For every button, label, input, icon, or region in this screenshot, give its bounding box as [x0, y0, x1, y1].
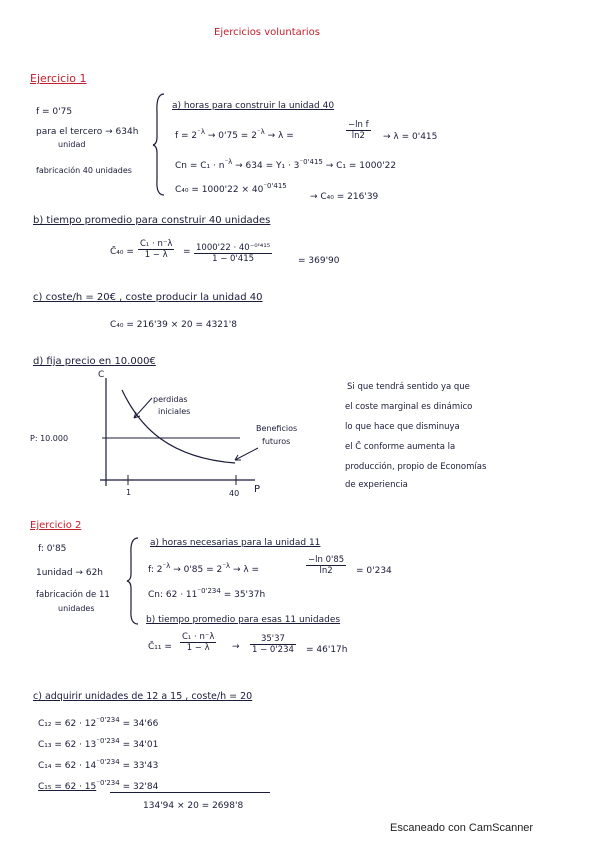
ej1-b-lhs: C̄₄₀ =	[110, 247, 134, 257]
scanner-watermark: Escaneado con CamScanner	[390, 822, 534, 834]
ej1-c-title: c) coste/h = 20€ , coste producir la unidad 40	[33, 292, 263, 303]
ej2-b-arrow: →	[232, 642, 240, 652]
ej1-b-title: b) tiempo promedio para construir 40 unidades	[33, 215, 271, 226]
ej2-given-fab-a: fabricación de 11	[36, 590, 110, 600]
graph-beneficios-1: Beneficios	[256, 424, 298, 433]
ej1-given-primera-a: para el tercero → 634h	[36, 127, 139, 137]
ej1-given-primera-b: unidad	[58, 140, 86, 149]
exercise-1-heading: Ejercicio 1	[30, 72, 87, 85]
ej2-b-lhs: C̄₁₁ =	[148, 642, 172, 652]
ej1-a-line1: $f = 2^{^-\lambda} \to 0'75 = 2^{^-\lambda} \to \lambda$ =	[175, 128, 294, 141]
graph-tick-40: 40	[229, 489, 240, 498]
ej2-c-row: $C_{13} = 62 \cdot 13^{^-0'234} = 34'01$	[38, 737, 159, 750]
perdidas-arrow	[134, 398, 152, 418]
ej1-b-fraction-1: $\frac{\text{C₁ · n⁻λ}}{1 - \lambda}$	[140, 239, 173, 260]
ej1-b-equals: =	[183, 247, 191, 257]
graph-price-label: P: 10.000	[30, 434, 69, 443]
ej1-a-fraction: $\frac{\text{−ln f}}{\ln 2}$	[348, 120, 369, 141]
note-line: el coste marginal es dinámico	[345, 402, 473, 412]
note-line: de experiencia	[345, 480, 408, 490]
graph-tick-1: 1	[126, 488, 132, 497]
ej2-c-row: $C_{12} = 62 \cdot 12^{^-0'234} = 34'66$	[38, 716, 159, 729]
ej1-b-result: = 369'90	[298, 256, 340, 266]
ej1-given-f: f = 0'75	[36, 107, 73, 117]
ej2-b-result: = 46'17h	[306, 645, 348, 655]
page-title: Ejercicios voluntarios	[214, 27, 320, 38]
ej1-d-title: d) fija precio en 10.000€	[33, 356, 156, 367]
ej2-given-f: f: 0'85	[38, 544, 67, 554]
exercise-2-heading: Ejercicio 2	[30, 520, 82, 531]
ej1-brace	[152, 92, 166, 197]
ej2-a-fraction: $\frac{-\ln 0'85}{\ln 2}$	[308, 555, 345, 576]
ej1-a-line2: $Cn = C_1 \cdot n^{^-\lambda} \to 634 = Y_1 \cdot 3^{^-0'415} \to C_1 = 1000'22$	[175, 158, 397, 171]
note-line: el C̄ conforme aumenta la	[345, 442, 456, 452]
ej2-c-row: $C_{15} = 62 \cdot 15^{^-0'234} = 32'84$	[38, 779, 159, 792]
graph-beneficios-2: futuros	[262, 437, 291, 446]
ej1-given-fabric: fabricación 40 unidades	[36, 166, 132, 175]
ej2-c-title: c) adquirir unidades de 12 a 15 , coste/h = 20	[33, 691, 253, 702]
ej2-brace	[126, 536, 140, 626]
graph-perdidas-1: perdidas	[153, 395, 188, 404]
ej1-a-title: a) horas para construir la unidad 40	[172, 101, 335, 111]
ej2-a-title: a) horas necesarias para la unidad 11	[150, 538, 321, 548]
graph-y-label: C	[98, 370, 105, 380]
note-line: lo que hace que disminuya	[345, 422, 460, 432]
ej2-given-fab-b: unidades	[58, 604, 95, 613]
ej2-c-row: $C_{14} = 62 \cdot 14^{^-0'234} = 33'43$	[38, 758, 159, 771]
ej2-b-title: b) tiempo promedio para esas 11 unidades	[146, 615, 341, 625]
note-line: producción, propio de Economías	[345, 462, 487, 472]
ej2-a-lambda-result: = 0'234	[356, 566, 392, 576]
graph-x-label: P	[254, 484, 261, 495]
ej2-c-total: 134'94 × 20 = 2698'8	[143, 801, 244, 811]
note-line: Si que tendrá sentido ya que	[347, 382, 470, 392]
sum-rule	[110, 792, 270, 793]
ej1-c-line: C₄₀ = 216'39 × 20 = 4321'8	[110, 320, 237, 330]
ej2-b-fraction-1: $\frac{\text{C₁ · n⁻λ}}{1 - \lambda}$	[182, 632, 215, 653]
ej1-a-line3: $C_{40} = 1000'22 \times 40^{^-0'415}$	[175, 182, 287, 195]
graph-perdidas-2: iniciales	[158, 407, 191, 416]
ej1-a-lambda-result: → λ = 0'415	[383, 132, 438, 142]
ej2-a-line2: Cn: $62 \cdot 11^{^-0'234} = 35'37h$	[148, 587, 266, 600]
ej2-a-line1: f: $2^{^-\lambda} \to 0'85 = 2^{^-\lambda} \to \lambda$ =	[148, 562, 260, 575]
ej1-a-c40-result: → C₄₀ = 216'39	[310, 192, 379, 202]
ej2-given-unidad: 1unidad → 62h	[36, 568, 103, 578]
ej1-b-fraction-2: $\frac{\text{1000'22 · 40⁻⁰'⁴¹⁵}}{1 - 0'415}$	[196, 243, 271, 264]
ej2-b-fraction-2: $\frac{35'37}{1 - 0'234}$	[252, 634, 294, 655]
beneficios-arrow	[235, 448, 258, 460]
